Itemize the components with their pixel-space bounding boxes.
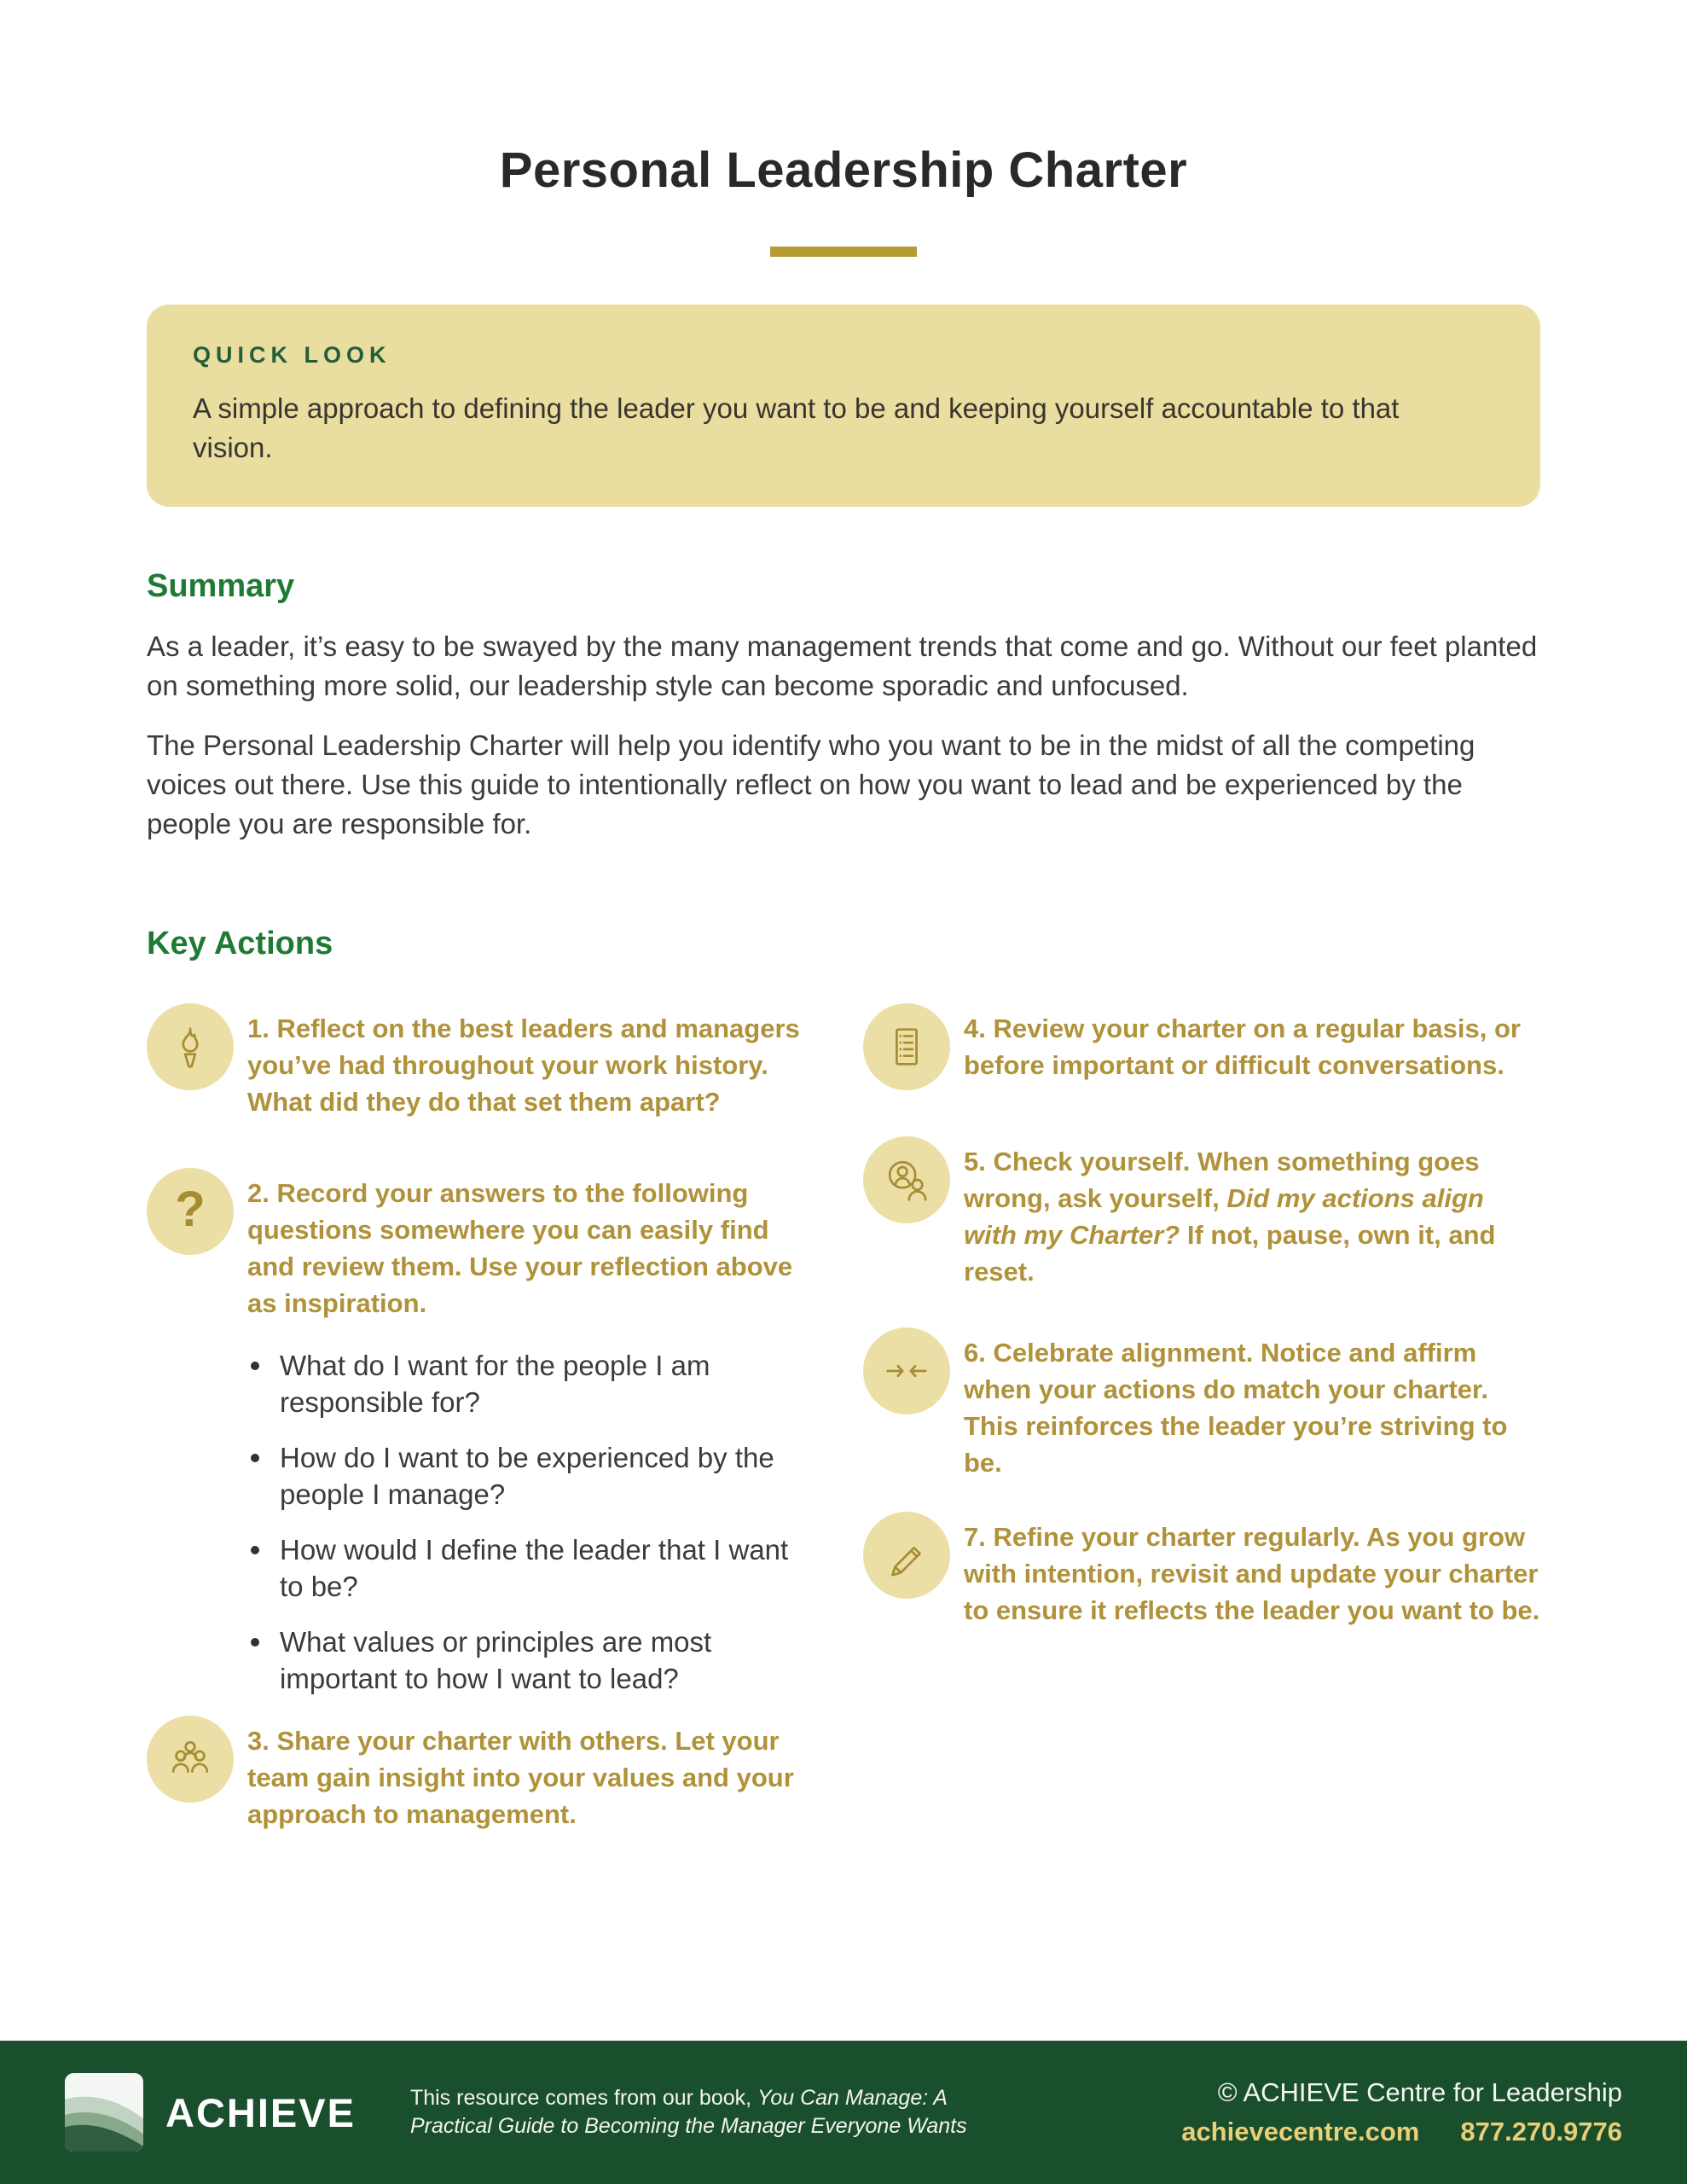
summary-paragraph: As a leader, it’s easy to be swayed by the many management trends that come and go. Without our feet planted on something more solid, our leadership style can become sporadic and unfocused.: [147, 630, 1538, 701]
key-actions-right-column: [863, 1003, 1540, 1833]
action-item-7: [863, 1512, 1540, 1629]
footer-contact-block: [1181, 2077, 1622, 2147]
action-icon-circle: [863, 1003, 950, 1090]
action-icon-circle: [863, 1512, 950, 1599]
list-item: [251, 1439, 815, 1513]
list-item: [251, 1531, 815, 1605]
key-actions-left-column: [147, 1003, 815, 1833]
resource-note: [410, 2084, 1007, 2140]
quick-look-label: QUICK LOOK: [193, 342, 391, 368]
key-actions-heading: Key Actions: [147, 926, 333, 961]
action-icon-circle: [863, 1327, 950, 1414]
action-icon-circle: [147, 1003, 234, 1090]
key-actions-columns: [147, 1003, 1540, 1833]
action-item-6: [863, 1327, 1540, 1481]
action-item-text: [964, 1136, 1540, 1290]
torch-icon: [165, 1022, 215, 1072]
list-item-text: How would I define the leader that I want to be?: [280, 1534, 789, 1602]
action-item-text: 6. Celebrate alignment. Notice and affirm when your actions do match your charter. This reinforces the leader you’re striving to be.: [964, 1338, 1508, 1478]
resource-book-title: You Can Manage: A Practical Guide to Becoming the Manager Everyone Wants: [409, 2086, 967, 2138]
phone-number: 877.270.9776: [1460, 2117, 1622, 2146]
contact-line: [1181, 2117, 1622, 2147]
checklist-icon: [882, 1022, 931, 1072]
converging-arrows-icon: [882, 1346, 931, 1396]
bullet-dot-icon: [251, 1638, 259, 1647]
website-link[interactable]: achievecentre.com: [1181, 2117, 1420, 2146]
action-item-4: [863, 1003, 1540, 1090]
action-item-text-prefix: 5. Check yourself. When something goes wrong, ask yourself,: [964, 1147, 1480, 1213]
action-item-text: 7. Refine your charter regularly. As you grow with intention, revisit and update your charter to ensure it reflects the leader you want to be.: [964, 1522, 1540, 1625]
page-title: Personal Leadership Charter: [499, 142, 1188, 198]
copyright-text: © ACHIEVE Centre for Leadership: [1217, 2077, 1622, 2107]
brand-wordmark: ACHIEVE: [165, 2089, 356, 2135]
action-icon-circle: [147, 1168, 234, 1255]
people-group-icon: [165, 1734, 215, 1784]
list-item: [251, 1623, 815, 1697]
action-item-text: 2. Record your answers to the following questions somewhere you can easily find and review them. Use your reflection above as inspiration.: [247, 1178, 793, 1318]
action-item-text-suffix: If not, pause, own it, and reset.: [964, 1220, 1496, 1287]
list-item-text: What do I want for the people I am responsible for?: [280, 1350, 710, 1418]
question-mark-icon: ?: [175, 1182, 206, 1237]
title-divider-bar: [770, 247, 917, 257]
main-content: [147, 568, 1540, 1833]
bullet-dot-icon: [251, 1546, 259, 1554]
list-item: [251, 1347, 815, 1420]
quick-look-text: A simple approach to defining the leader you want to be and keeping yourself accountable to that vision.: [193, 392, 1400, 463]
reflection-questions-list: [147, 1347, 815, 1697]
resource-note-prefix: This resource comes from our book,: [409, 2086, 758, 2110]
action-item-2: [147, 1168, 815, 1321]
action-item-text: 4. Review your charter on a regular basis, or before important or difficult conversations.: [964, 1014, 1521, 1080]
action-item-3: [147, 1716, 815, 1833]
achieve-logo: [65, 2073, 143, 2152]
mentor-people-icon: [882, 1155, 931, 1205]
action-item-1: [147, 1003, 815, 1120]
action-item-text-italic: Did my actions align with my Charter?: [964, 1183, 1484, 1250]
list-item-text: What values or principles are most important to how I want to lead?: [280, 1626, 712, 1694]
action-item-text: 1. Reflect on the best leaders and managers you’ve had throughout your work history. What did they do that set them apart?: [247, 1014, 800, 1117]
bullet-dot-icon: [251, 1454, 259, 1462]
footer-bar: [0, 2041, 1687, 2184]
summary-paragraph: The Personal Leadership Charter will help you identify who you want to be in the midst of all the competing voices out there. Use this guide to intentionally reflect on how you want to lead and be experienced by the people you are responsible for.: [147, 729, 1475, 839]
action-item-5: [863, 1136, 1540, 1290]
pencil-icon: [882, 1531, 931, 1580]
action-item-text: 3. Share your charter with others. Let your team gain insight into your values and your approach to management.: [247, 1726, 794, 1829]
action-icon-circle: [863, 1136, 950, 1223]
action-icon-circle: [147, 1716, 234, 1803]
list-item-text: How do I want to be experienced by the people I manage?: [280, 1442, 774, 1510]
bullet-dot-icon: [251, 1362, 259, 1370]
quick-look-box: [147, 305, 1540, 507]
summary-heading: Summary: [147, 568, 295, 604]
